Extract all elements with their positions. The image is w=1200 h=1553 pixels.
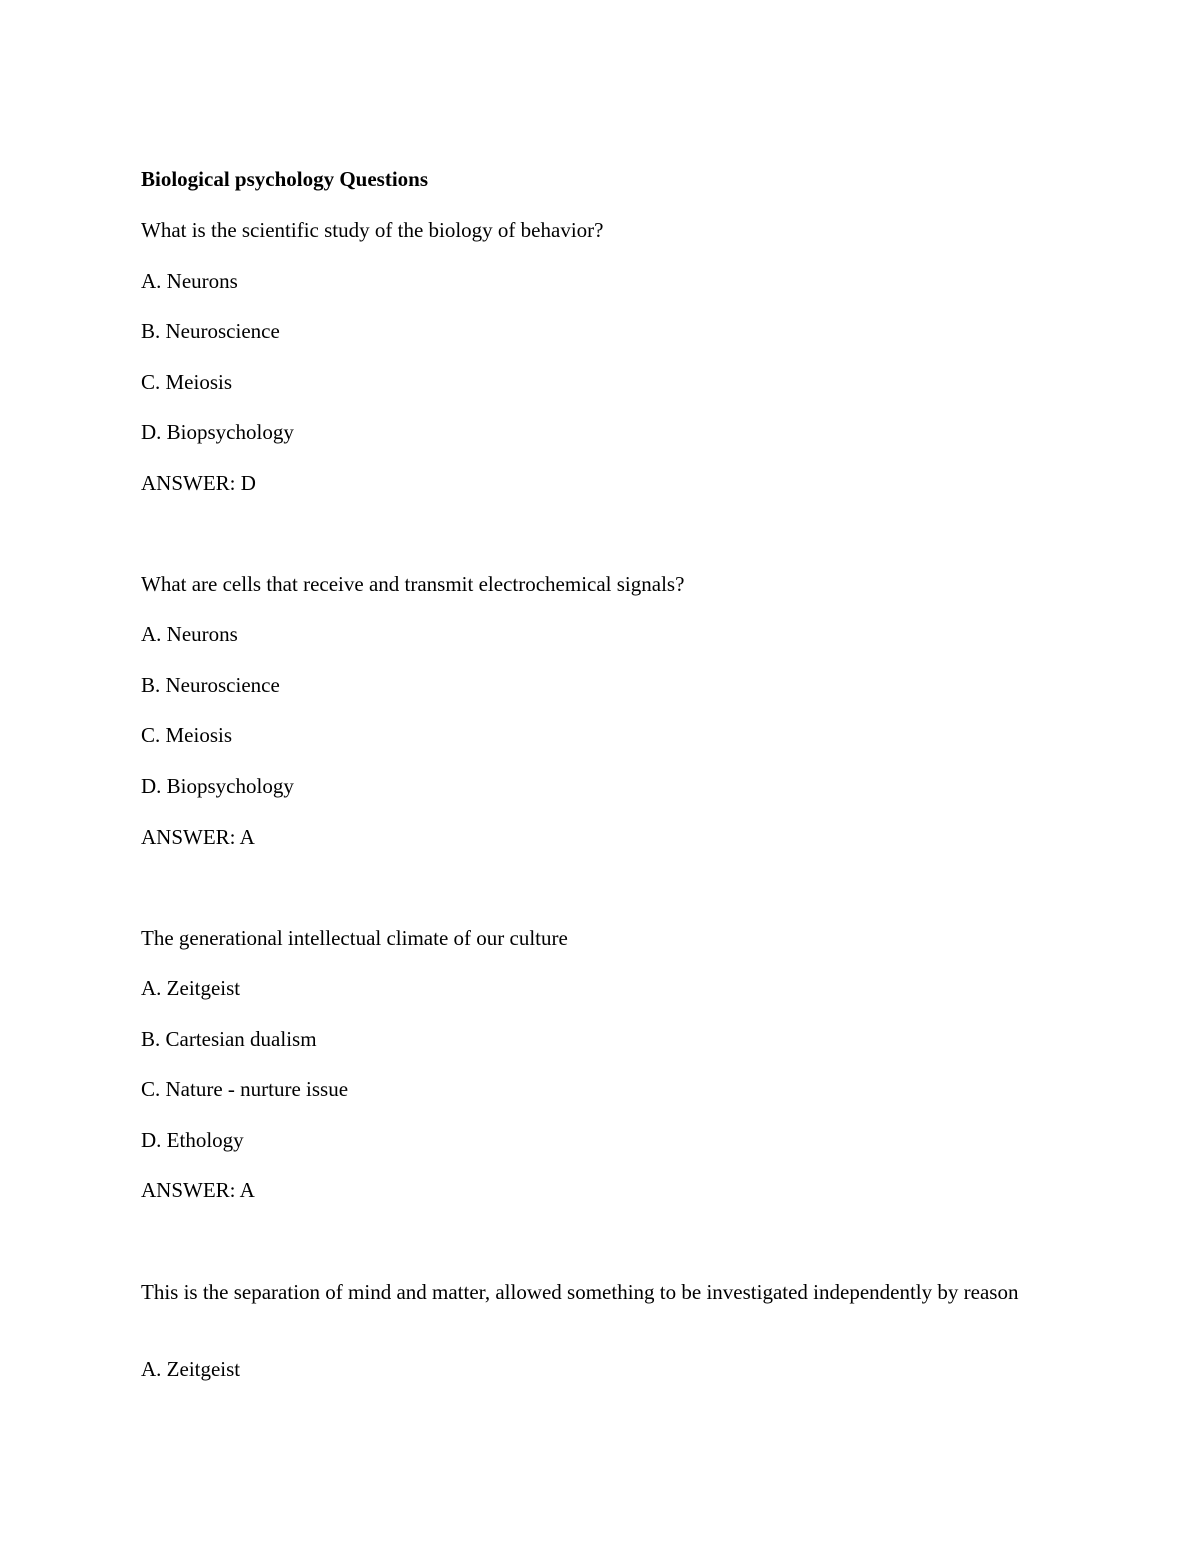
- question-4-prompt: This is the separation of mind and matter, allowed something to be investigated independently by reason: [141, 1280, 1019, 1304]
- question-2-answer: ANSWER: A: [141, 825, 255, 849]
- question-1-option-c: C. Meiosis: [141, 370, 233, 394]
- question-1-option-a: A. Neurons: [141, 269, 238, 293]
- question-2-option-a: A. Neurons: [141, 622, 238, 646]
- question-3-option-a: A. Zeitgeist: [141, 976, 241, 1000]
- question-2-prompt: What are cells that receive and transmit electrochemical signals?: [141, 572, 685, 596]
- question-3-option-c: C. Nature - nurture issue: [141, 1077, 349, 1101]
- question-2-option-c: C. Meiosis: [141, 723, 233, 747]
- question-3-option-b: B. Cartesian dualism: [141, 1027, 317, 1051]
- question-2-option-b: B. Neuroscience: [141, 673, 280, 697]
- question-1-option-d: D. Biopsychology: [141, 420, 294, 444]
- question-2-option-d: D. Biopsychology: [141, 774, 294, 798]
- question-3-prompt: The generational intellectual climate of our culture: [141, 926, 568, 950]
- document-title: Biological psychology Questions: [141, 167, 429, 191]
- question-4-option-a: A. Zeitgeist: [141, 1357, 241, 1381]
- question-3-answer: ANSWER: A: [141, 1178, 255, 1202]
- question-1-option-b: B. Neuroscience: [141, 319, 280, 343]
- question-1-answer: ANSWER: D: [141, 471, 256, 495]
- question-1-prompt: What is the scientific study of the biology of behavior?: [141, 218, 604, 242]
- question-3-option-d: D. Ethology: [141, 1128, 244, 1152]
